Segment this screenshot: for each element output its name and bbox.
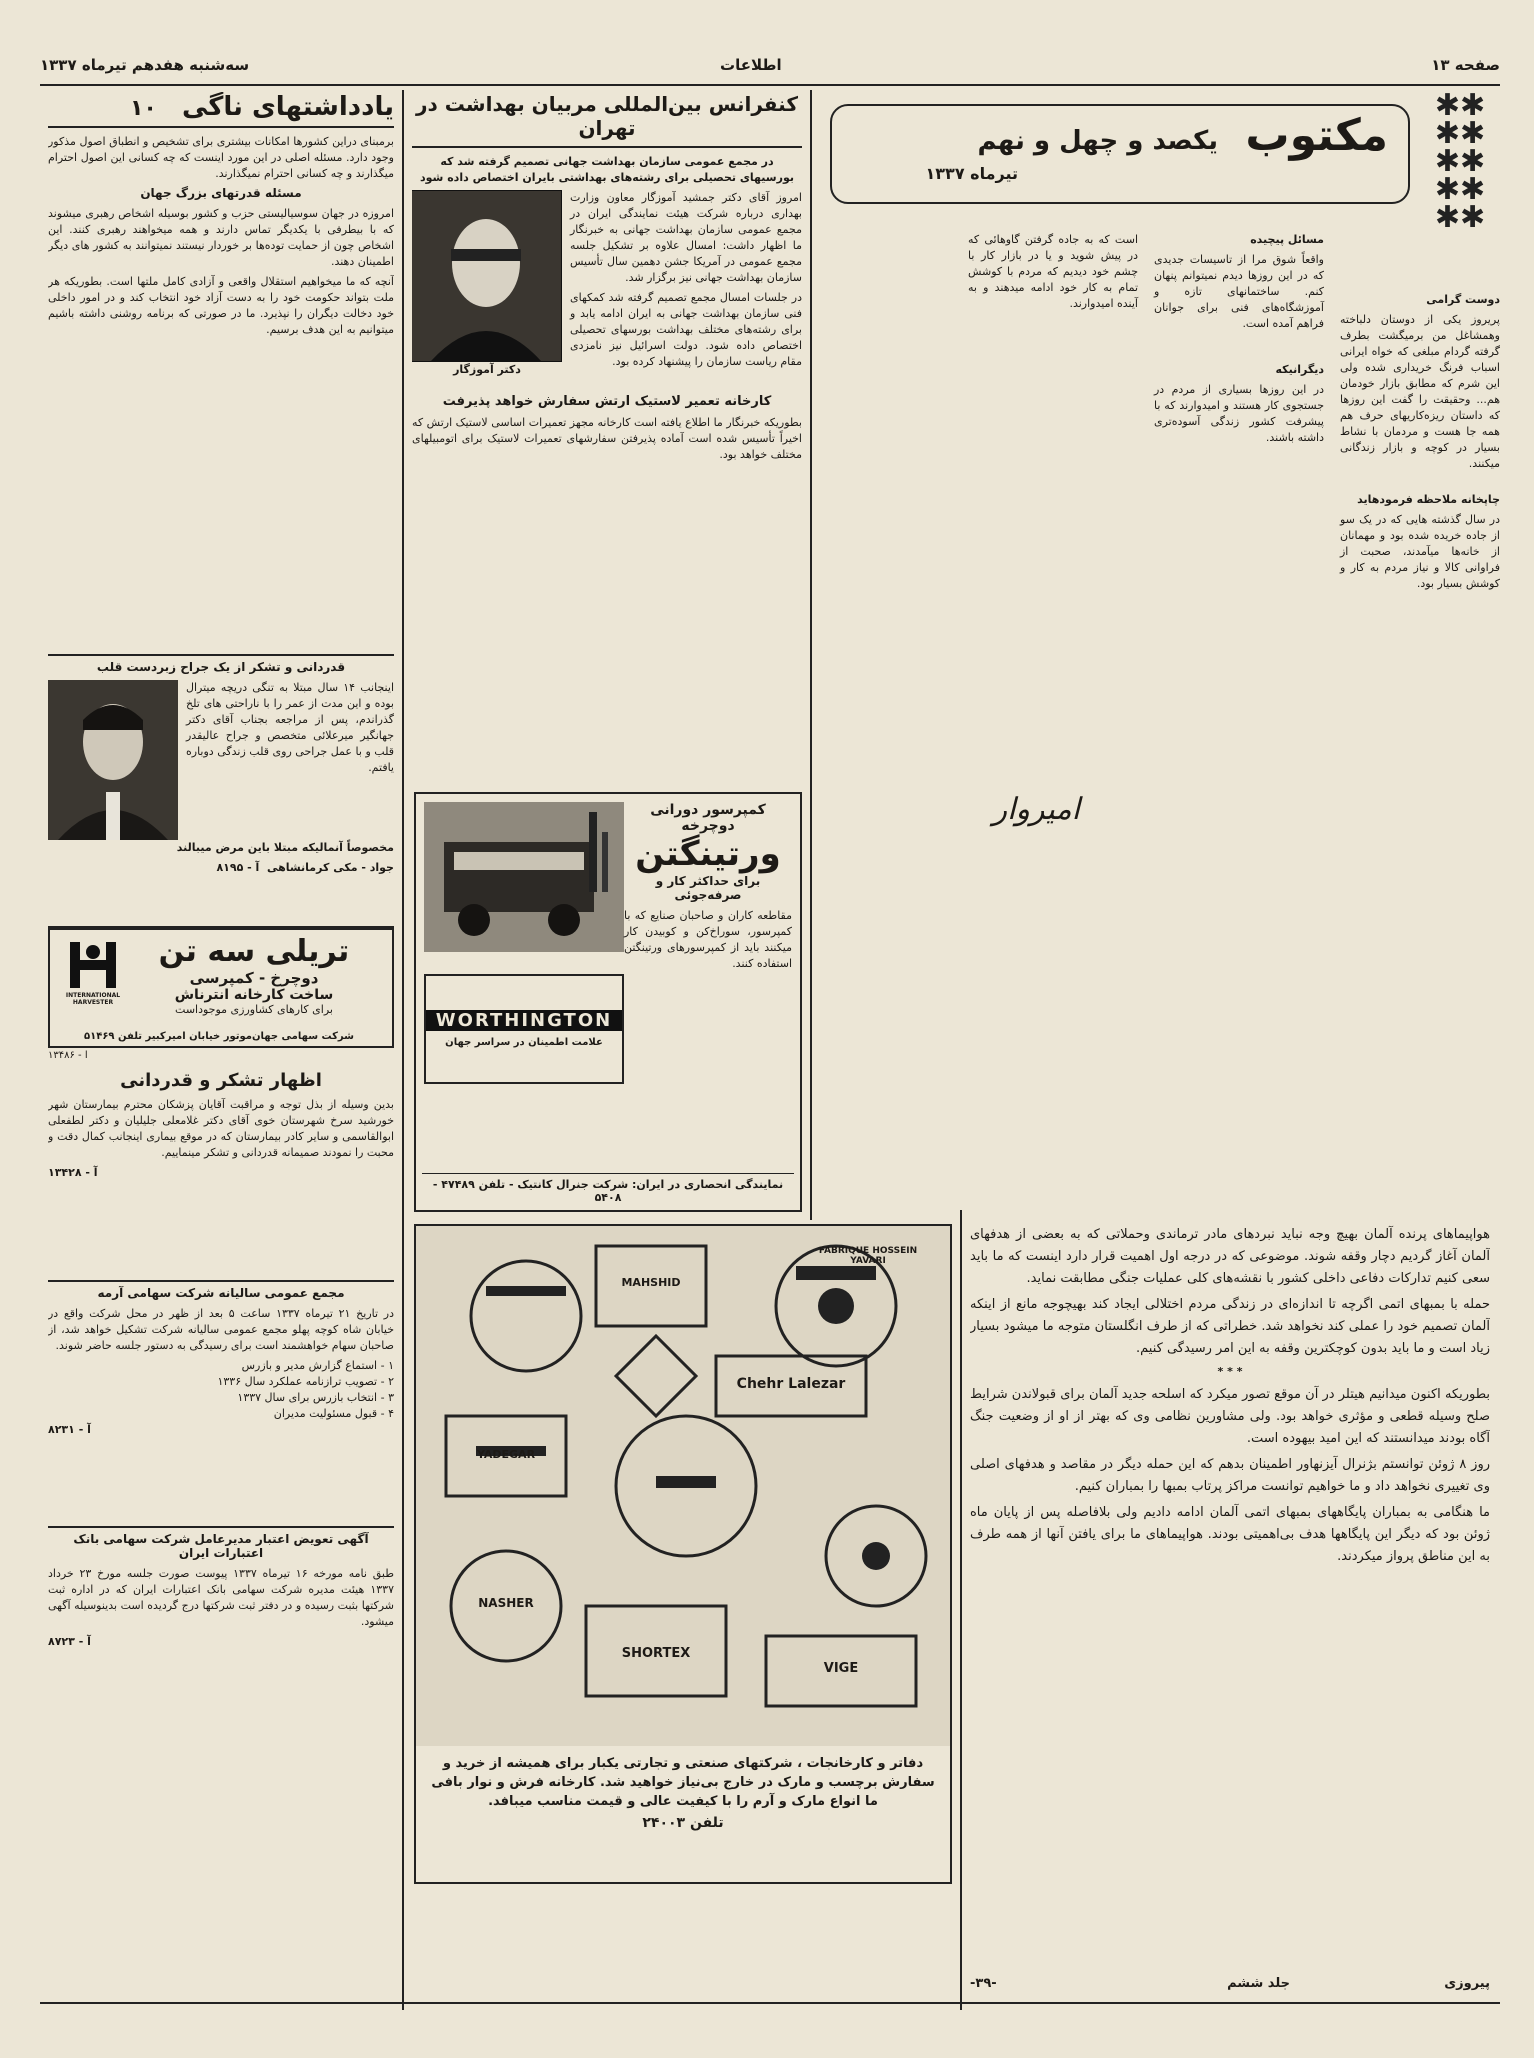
column-divider bbox=[810, 90, 812, 1220]
portrait-image bbox=[48, 680, 178, 840]
letter-mid2: در این روزها بسیاری از مردم در جستجوی کار هستند و امیدوارند که با پیشرفت کشور زندگی آسوده‌تری داشته باشند. bbox=[1154, 383, 1324, 444]
portrait-image bbox=[412, 191, 561, 361]
bank-notice bbox=[48, 1532, 394, 1732]
letter-section2-head: چاپخانه ملاحظه فرمودهاید bbox=[1357, 493, 1500, 506]
compressor-ad-body: مقاطعه کاران و صاحبان صنایع که با کمپرسور، سوراخ‌کن و کوبیدن کار میکنند باید از کمپرسورهای ورتینگتن استفاده کنند. bbox=[624, 909, 792, 970]
assembly-title: مجمع عمومی سالیانه شرکت سهامی آرمه bbox=[97, 1286, 345, 1300]
assembly-notice bbox=[48, 1286, 394, 1528]
bottom-rule bbox=[40, 2002, 1500, 2004]
truck-ad-body: برای کارهای کشاورزی موجوداست bbox=[175, 1003, 333, 1016]
column-divider bbox=[402, 1220, 404, 2010]
bank-notice-code: آ - ۸۷۲۳ bbox=[48, 1635, 91, 1648]
masthead-paper-name: اطلاعات bbox=[720, 56, 782, 74]
labels-ad bbox=[414, 1224, 952, 1884]
assembly-item: ۳ - انتخاب بازرس برای سال ۱۳۳۷ bbox=[237, 1391, 394, 1404]
conference-body2: در جلسات امسال مجمع تصمیم گرفته شد کمکهای فنی سازمان بهداشت جهانی به ایران ادامه یابد و برای رشته‌های مختلف بهداشت بورسهای تحصیلی اختصاص داده شود. دولت اسرائیل نیز نامزدی مقام ریاست سازمان را پیشنهاد کرده بود. bbox=[570, 291, 802, 368]
truck-ad-title: تریلی سه تن bbox=[158, 934, 350, 969]
letter-salutation: دوست گرامی bbox=[1426, 293, 1500, 306]
letter-signature: امیروار bbox=[992, 792, 1080, 827]
compressor-ad-distributor: نمایندگی انحصاری در ایران: شرکت جنرال کانتیک - تلفن ۴۷۴۸۹ - ۵۴۰۸ bbox=[422, 1173, 794, 1204]
memoirs-subhead: مسئله قدرتهای بزرگ جهان bbox=[140, 186, 302, 200]
memoirs-body3: آنچه که ما میخواهیم استقلال واقعی و آزادی کامل ملتها است. بطوریکه هر ملت بتواند حکومت خود را به دست آزاد خود انتخاب کند و در امور داخلی خود دخالت دیگران را نپذیرد. ما در صورتی که برنامه روشنی داشته باشیم میتوانیم به این هدف برسیم. bbox=[48, 275, 394, 336]
masthead bbox=[40, 50, 1500, 86]
memoirs-article bbox=[48, 92, 394, 652]
bank-notice-body: طبق نامه مورخه ۱۶ تیرماه ۱۳۳۷ پیوست صورت جلسه مورخ ۲۳ خرداد ۱۳۳۷ هیئت مدیره شرکت سهامی بانک اعتبارات ایران که در اداره ثبت شرکتها بثبت رسیده و در دفتر ثبت شرکتها درج گردیده است بدینوسیله آگهی میشود. bbox=[48, 1567, 394, 1628]
worthington-logo: WORTHINGTON bbox=[426, 1010, 622, 1031]
letter-col3-text: است که به جاده گرفتن گاوهائی که در پیش شوید و یا در بازار کار با چشم خود دیدیم که مردم با کوشش تمام به کار خود ادامه میدهند و به آینده امیدوارند. bbox=[968, 233, 1138, 310]
surgeon-thanks-body: اینجانب ۱۴ سال مبتلا به تنگی دریچه میترال بوده و این مدت از عمر را با ناراحتی های تلخ گذراندم، پس از مراجعه بجناب آقای دکتر جهانگیر میرعلائی متخصص و جراح عالیقدر قلب و با عمل جراحی روی قلب زندگی دوباره یافتم. bbox=[186, 681, 394, 774]
assembly-item: ۲ - تصویب ترازنامه عملکرد سال ۱۳۳۶ bbox=[217, 1375, 394, 1388]
ih-logo-text: INTERNATIONAL HARVESTER bbox=[65, 992, 121, 1006]
letter-body: پریروز یکی از دوستان دلباخته وهمشاغل من برمیگشت بطرف گرفته گردام مبلغی که خواه ایرانی اسباب فرنگ خریداری شده ولی این شرم که مطابق بازار خودمان هم... وحقیقت را گفت این روزها که داستان ریزه‌کاریهای حرف هم همه جا هست و مردمان با نشاط بسیار در کوچه و بازار زندگانی میکنند. bbox=[1340, 313, 1500, 470]
conference-photo bbox=[412, 190, 562, 362]
international-harvester-logo bbox=[58, 942, 128, 1022]
compressor-photo bbox=[424, 802, 624, 952]
letter-section2: در سال گذشته هایی که در یک سو از جاده خریده شده بود و مهمانان از خانه‌ها میآمدند، صحبت از فراوانی کالا و نیاز مردم به کار و کوشش بسیار بود. bbox=[1340, 513, 1500, 590]
letter-title: مکتوب bbox=[1245, 110, 1388, 161]
ih-logo-icon bbox=[66, 942, 120, 988]
war-article-para2: حمله با بمبهای اتمی اگرچه تا اندازه‌ای در زندگی مردم اختلالی ایجاد کند بهیچوجه مانع از اینکه آلمان تصمیم خود را عملی کند نخواهد شد. خطراتی که از طرف انگلستان متوجه ما میشود بسیار زیاد است و ما باید بدون کوچکترین وقفه به این امر رسیدگی کنیم. bbox=[970, 1297, 1490, 1356]
label-yadegar: YADEGAR bbox=[476, 1448, 536, 1461]
bank-notice-title: آگهی تعویض اعتبار مدیرعامل شرکت سهامی بانک اعتبارات ایران bbox=[73, 1532, 369, 1560]
war-article-para4: روز ۸ ژوئن توانستم بژنرال آیزنهاور اطمینان بدهم که این حمله دیگر در مقاصد و هدفهای اصلی وی تغییری نخواهد داد و ما خواهیم توانست مراکز پرتاب بمبها را بمباران کنیم. bbox=[970, 1457, 1490, 1494]
column-divider bbox=[960, 1210, 962, 2010]
letter-col-2 bbox=[1154, 232, 1324, 1212]
letter-subtitle: یکصد و چهل و نهم bbox=[977, 126, 1218, 156]
surgeon-thanks-caption: مخصوصاً آنمالیکه مبتلا باین مرض میبالند bbox=[176, 841, 394, 854]
truck-ad-subtitle: دوچرخ - کمپرسی bbox=[189, 969, 319, 987]
letter-col-1 bbox=[1340, 292, 1500, 1212]
assembly-item: ۴ - قبول مسئولیت مدیران bbox=[273, 1407, 394, 1420]
war-article bbox=[970, 1224, 1490, 1994]
war-article-separator: * * * bbox=[1217, 1365, 1243, 1378]
gratitude-title: اظهار تشکر و قدردانی bbox=[120, 1070, 322, 1091]
newspaper-page bbox=[40, 40, 1500, 2030]
conference-lead: در مجمع عمومی سازمان بهداشت جهانی تصمیم گرفته شد که بورسیهای تحصیلی برای رشته‌های بهداشتی بایران اختصاص داده شود bbox=[420, 155, 794, 184]
letter-col-3 bbox=[968, 232, 1138, 832]
war-article-body: هواپیماهای پرنده آلمان بهیچ وجه نباید نبردهای مادر ترماندی وحملاتی که به بعضی از هدفهای آلمان آغاز گردیم دچار وقفه شوند. موضوعی که در درجه اول اهمیت قرار دارد اینست که ما باید سعی کنیم تدارکات دفاعی داخلی کشور با نقشه‌های کلی عملیات جنگی مطابقت نماید. bbox=[970, 1227, 1490, 1286]
compressor-ad-tagline: برای حداکثر کار و صرفه‌جوئی bbox=[655, 874, 761, 902]
war-article-para3: بطوریکه اکنون میدانیم هیتلر در آن موقع تصور میکرد که اسلحه جدید آلمان برای قبولاندن شرایط صلح وسیله قطعی و مؤثری خواهد بود. ولی مشاورین نظامی وی که بهتر از او از وضعیت جنگ آگاه بودند میدانستند که این امید بیهوده است. bbox=[970, 1387, 1490, 1446]
masthead-page-number: صفحه ۱۳ bbox=[1431, 56, 1500, 74]
truck-ad-maker: ساخت کارخانه انترناش bbox=[174, 987, 334, 1003]
compressor-ad-brand: ورتینگتن bbox=[635, 834, 781, 874]
letter-header-frame bbox=[830, 104, 1410, 204]
surgeon-thanks-code: آ - ۸۱۹۵ bbox=[216, 861, 260, 874]
truck-ad-code: آ - ۱۳۴۸۶ bbox=[48, 1050, 88, 1061]
gratitude-code: آ - ۱۳۴۲۸ bbox=[48, 1166, 98, 1179]
memoirs-title: یادداشتهای ناگی bbox=[181, 92, 394, 122]
label-vige: VIGE bbox=[823, 1661, 859, 1676]
gratitude-body: بدین وسیله از بذل توجه و مراقبت آقایان پزشکان محترم بیمارستان شهر خورشید سرخ شهرستان خوی آقای دکتر غلامعلی جلیلیان و دکتر لطفعلی ابوالقاسمی و سایر کادر بیمارستان که در موقع بیماری اینجانب کمال دقت و محبت را نمودند صمیمانه قدردانی و تشکر مینماییم. bbox=[48, 1098, 394, 1159]
conference-article bbox=[412, 92, 802, 782]
label-fabrique: FABRIQUE HOSSEIN YAVARI bbox=[818, 1246, 918, 1266]
conference-title: کنفرانس بین‌المللی مربیان بهداشت در تهران bbox=[412, 92, 802, 148]
worthington-logo-box bbox=[424, 974, 624, 1084]
assembly-item: ۱ - استماع گزارش مدیر و بازرس bbox=[241, 1359, 394, 1372]
memoirs-body2: امروزه در جهان سوسیالیستی حزب و کشور بوسیله اشخاص رهبری میشوند که با بیطرفی با یکدیگر تماس دارند و همه میخواهند رهبری کنند. این اشخاص چون از حمایت توده‌ها بر خوردار نیستند نمیتوانند به کشور های دیگر اطمینان دهند. bbox=[48, 207, 394, 268]
masthead-date: سه‌شنبه هفدهم تیرماه ۱۳۳۷ bbox=[40, 56, 250, 74]
compressor-machine-image bbox=[424, 802, 624, 952]
memoirs-body: برمبنای دراین کشورها امکانات بیشتری برای تشخیص و انطباق اصول مذکور وجود دارد. مسئله اصلی در این مورد اینست که چه کسانی این اصول احترام میگذارند و چه کسانی احترام نمیگذارند. bbox=[48, 135, 394, 180]
letter-mid: واقعاً شوق مرا از تاسیسات جدیدی که در این روزها دیدم نمیتوانم پنهان کنم. ساختمانهای تازه و آموزشگاه‌های فنی برای جوانان فراهم آمده است. bbox=[1154, 253, 1324, 330]
labels-ad-phone: تلفن ۲۴۰۰۳ bbox=[642, 1815, 724, 1831]
gratitude-notice bbox=[48, 1070, 394, 1282]
surgeon-photo bbox=[48, 680, 178, 840]
compressor-ad-title: کمپرسور دورانی دوچرخه bbox=[650, 802, 766, 834]
assembly-code: آ - ۸۲۳۱ bbox=[48, 1423, 91, 1436]
label-nasher: NASHER bbox=[478, 1596, 534, 1610]
column-divider bbox=[402, 90, 404, 1220]
letter-date: تیرماه ۱۳۳۷ bbox=[925, 164, 1018, 183]
letter-article bbox=[820, 92, 1500, 1212]
surgeon-thanks-title: قدردانی و تشکر از یک جراح زبردست قلب bbox=[96, 660, 346, 674]
label-mahshid: MAHSHID bbox=[621, 1276, 681, 1289]
worthington-slogan: علامت اطمینان در سراسر جهان bbox=[445, 1037, 603, 1048]
assembly-body: در تاریخ ۲۱ تیرماه ۱۳۳۷ ساعت ۵ بعد از ظهر در محل شرکت واقع در خیابان شاه کوچه پهلو مجمع عمومی سالیانه شرکت تشکیل خواهد شد، از صاحبان سهام خواهشمند است برای رسیدگی به دستور جلسه حاضر شوند. bbox=[48, 1307, 394, 1352]
article-page-number: -۳۹- bbox=[970, 1976, 997, 1991]
conference-subbody: بطوریکه خبرنگار ما اطلاع یافته است کارخانه مجهز تعمیرات اساسی لاستیک ارتش که اخیراً تأسیس شده است آماده پذیرفتن سفارشهای تعمیرات لاستیک برای اتومبیلهای مختلف خواهد بود. bbox=[412, 416, 802, 461]
truck-ad-address: شرکت سهامی جهان‌موتور خیابان امیرکبیر تلفن ۵۱۴۶۹ bbox=[84, 1031, 354, 1042]
surgeon-thanks-signature: جواد - مکی کرمانشاهی bbox=[266, 861, 394, 874]
war-article-footer bbox=[970, 1976, 1490, 1998]
label-shortex: SHORTEX bbox=[621, 1646, 691, 1661]
labels-ad-body: دفاتر و کارخانجات ، شرکتهای صنعتی و تجارتی یکبار برای همیشه از خرید و سفارش برچسب و مارک در خارج بی‌نیاز خواهید شد. کارخانه فرش و نوار بافی ما انواع مارک و آرم را با کیفیت عالی و قیمت مناسب میبافد. bbox=[431, 1756, 935, 1809]
truck-ad bbox=[48, 928, 394, 1048]
memoirs-number: ۱۰ bbox=[129, 96, 157, 121]
conference-body: امروز آقای دکتر جمشید آموزگار معاون وزارت بهداری درباره شرکت هیئت نمایندگی ایران در مجمع عمومی سازمان بهداشت جهانی به خبرنگار ما اظهار داشت: امسال علاوه بر تشکیل جلسه مجمع عمومی در آمریکا جشن دهمین سال تأسیس سازمان بهداشت جهانی نیز برگزار شد. bbox=[570, 191, 802, 284]
star-icon: ✱✱ ✱✱ ✱✱ ✱✱ ✱✱ bbox=[1434, 92, 1486, 235]
label-chehr: Chehr Lalezar bbox=[736, 1376, 846, 1392]
conference-photo-caption: دکتر آموزگار bbox=[453, 363, 521, 376]
volume-label: جلد ششم bbox=[1227, 1976, 1290, 1991]
letter-mid-head: مسائل پیچیده bbox=[1250, 233, 1324, 246]
letter-mid2-head: دیگرانیکه bbox=[1275, 363, 1324, 376]
surgeon-thanks bbox=[48, 654, 394, 928]
compressor-ad bbox=[414, 792, 802, 1212]
conference-subhead: کارخانه تعمیر لاستیک ارتش سفارش خواهد پذیرفت bbox=[442, 394, 772, 409]
series-name: پیروزی bbox=[1444, 1976, 1490, 1991]
war-article-para5: ما هنگامی به بمباران پایگاههای بمبهای اتمی آلمان ادامه دادیم ولی بلافاصله پس از پایان ماه ژوئن بود که دیگر این پایگاهها هدف بی‌اهمیتی بودند. هواپیماهای ما برای یافتن آنها از همه طرف به این مناطق پرواز میکردند. bbox=[970, 1505, 1490, 1564]
